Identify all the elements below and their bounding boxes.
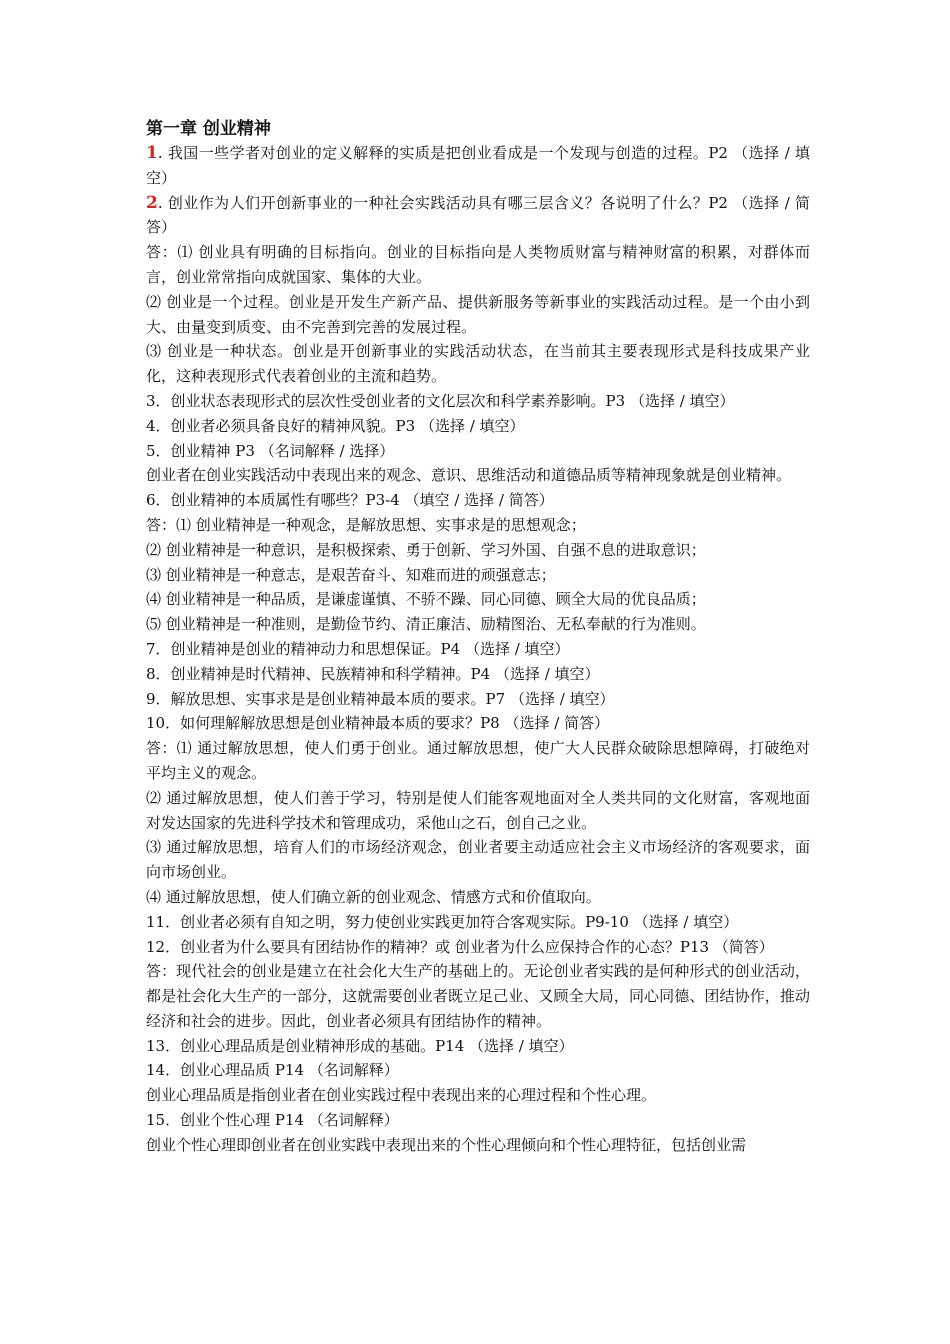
text-line — [146, 587, 810, 612]
text-line — [146, 1083, 810, 1108]
text-line — [146, 612, 810, 637]
text-line — [146, 141, 810, 191]
line-text: ⑸ 创业精神是一种准则，是勤俭节约、清正廉洁、励精图治、无私奉献的行为准则。 — [146, 615, 706, 634]
text-line — [146, 959, 810, 1033]
text-line — [146, 191, 810, 241]
text-line — [146, 935, 810, 960]
document-body — [146, 141, 810, 1158]
line-text: 创业心理品质是指创业者在创业实践过程中表现出来的心理过程和个性心理。 — [146, 1086, 657, 1105]
line-text: 答：现代社会的创业是建立在社会化大生产的基础上的。无论创业者实践的是何种形式的创业活动，都是社会化大生产的一部分，这就需要创业者既立足己业、又顾全大局，同心同德、团结协作，推动经济和社会的进步。因此，创业者必须具有团结协作的精神。 — [146, 962, 810, 1030]
text-line — [146, 1058, 810, 1083]
line-text: . 我国一些学者对创业的定义解释的实质是把创业看成是一个发现与创造的过程。P2 （选择 / 填空） — [146, 144, 810, 187]
text-line — [146, 463, 810, 488]
line-text: 9．解放思想、实事求是是创业精神最本质的要求。P7 （选择 / 填空） — [146, 689, 615, 708]
text-line — [146, 637, 810, 662]
text-line — [146, 711, 810, 736]
text-line — [146, 687, 810, 712]
line-text: 8．创业精神是时代精神、民族精神和科学精神。P4 （选择 / 填空） — [146, 664, 600, 683]
text-line — [146, 439, 810, 464]
text-line — [146, 240, 810, 290]
line-text: 创业个性心理即创业者在创业实践中表现出来的个性心理倾向和个性心理特征，包括创业需 — [146, 1135, 747, 1154]
line-text: ⑶ 创业是一种状态。创业是开创新事业的实践活动状态，在当前其主要表现形式是科技成果产业化，这种表现形式代表着创业的主流和趋势。 — [146, 342, 810, 386]
line-text: 答：⑴ 创业具有明确的目标指向。创业的目标指向是人类物质财富与精神财富的积累，对群体而言，创业常常指向成就国家、集体的大业。 — [146, 243, 810, 286]
text-line — [146, 1108, 810, 1133]
line-text: 11．创业者必须有自知之明，努力使创业实践更加符合客观实际。P9-10 （选择 / 填空） — [146, 912, 739, 931]
text-line — [146, 662, 810, 687]
line-text: 13．创业心理品质是创业精神形成的基础。P14 （选择 / 填空） — [146, 1036, 574, 1055]
line-text: 15．创业个性心理 P14 （名词解释） — [146, 1111, 399, 1130]
line-text: 10．如何理解解放思想是创业精神最本质的要求？P8 （选择 / 简答） — [146, 714, 610, 733]
question-number: 1 — [146, 143, 158, 163]
line-text: ⑵ 通过解放思想，使人们善于学习，特别是使人们能客观地面对全人类共同的文化财富，客观地面对发达国家的先进科学技术和管理成功，采他山之石，创自己之业。 — [146, 788, 810, 832]
text-line — [146, 389, 810, 414]
text-line — [146, 835, 810, 885]
line-text: . 创业作为人们开创新事业的一种社会实践活动具有哪三层含义？各说明了什么？P2 （选择 / 简答） — [146, 193, 810, 237]
text-line — [146, 488, 810, 513]
text-line — [146, 290, 810, 340]
line-text: 答：⑴ 创业精神是一种观念，是解放思想、实事求是的思想观念； — [146, 515, 586, 534]
document-page — [146, 117, 810, 1158]
line-text: ⑵ 创业是一个过程。创业是开发生产新产品、提供新服务等新事业的实践活动过程。是一个由小到大、由量变到质变、由不完善到完善的发展过程。 — [146, 292, 810, 336]
text-line — [146, 885, 810, 910]
line-text: 4．创业者必须具备良好的精神风貌。P3 （选择 / 填空） — [146, 416, 525, 435]
line-text: ⑷ 通过解放思想，使人们确立新的创业观念、情感方式和价值取向。 — [146, 887, 601, 906]
text-line — [146, 513, 810, 538]
text-line — [146, 538, 810, 563]
text-line — [146, 563, 810, 588]
line-text: 答：⑴ 通过解放思想，使人们勇于创业。通过解放思想，使广大人民群众破除思想障碍，打破绝对平均主义的观念。 — [146, 739, 810, 782]
text-line — [146, 339, 810, 389]
line-text: ⑶ 创业精神是一种意志，是艰苦奋斗、知难而进的顽强意志； — [146, 565, 556, 584]
text-line — [146, 414, 810, 439]
text-line — [146, 736, 810, 786]
line-text: 5．创业精神 P3 （名词解释 / 选择） — [146, 441, 395, 460]
line-text: 3．创业状态表现形式的层次性受创业者的文化层次和科学素养影响。P3 （选择 / 填空） — [146, 391, 735, 410]
line-text: ⑶ 通过解放思想，培育人们的市场经济观念，创业者要主动适应社会主义市场经济的客观要求，面向市场创业。 — [146, 838, 810, 882]
line-text: 12．创业者为什么要具有团结协作的精神？或 创业者为什么应保持合作的心态？P13 （简答） — [146, 937, 774, 956]
chapter-title: 第一章 创业精神 — [146, 119, 271, 139]
text-line — [146, 910, 810, 935]
line-text: ⑷ 创业精神是一种品质，是谦虚谨慎、不骄不躁、同心同德、顾全大局的优良品质； — [146, 590, 706, 609]
line-text: 14．创业心理品质 P14 （名词解释） — [146, 1061, 399, 1080]
text-line — [146, 1133, 810, 1158]
line-text: 6．创业精神的本质属性有哪些？P3-4 （填空 / 选择 / 简答） — [146, 491, 554, 510]
line-text: ⑵ 创业精神是一种意识，是积极探索、勇于创新、学习外国、自强不息的进取意识； — [146, 540, 706, 559]
text-line — [146, 1034, 810, 1059]
line-text: 7．创业精神是创业的精神动力和思想保证。P4 （选择 / 填空） — [146, 639, 570, 658]
line-text: 创业者在创业实践活动中表现出来的观念、意识、思维活动和道德品质等精神现象就是创业精神。 — [146, 466, 792, 485]
text-line — [146, 786, 810, 836]
question-number: 2 — [146, 192, 158, 213]
